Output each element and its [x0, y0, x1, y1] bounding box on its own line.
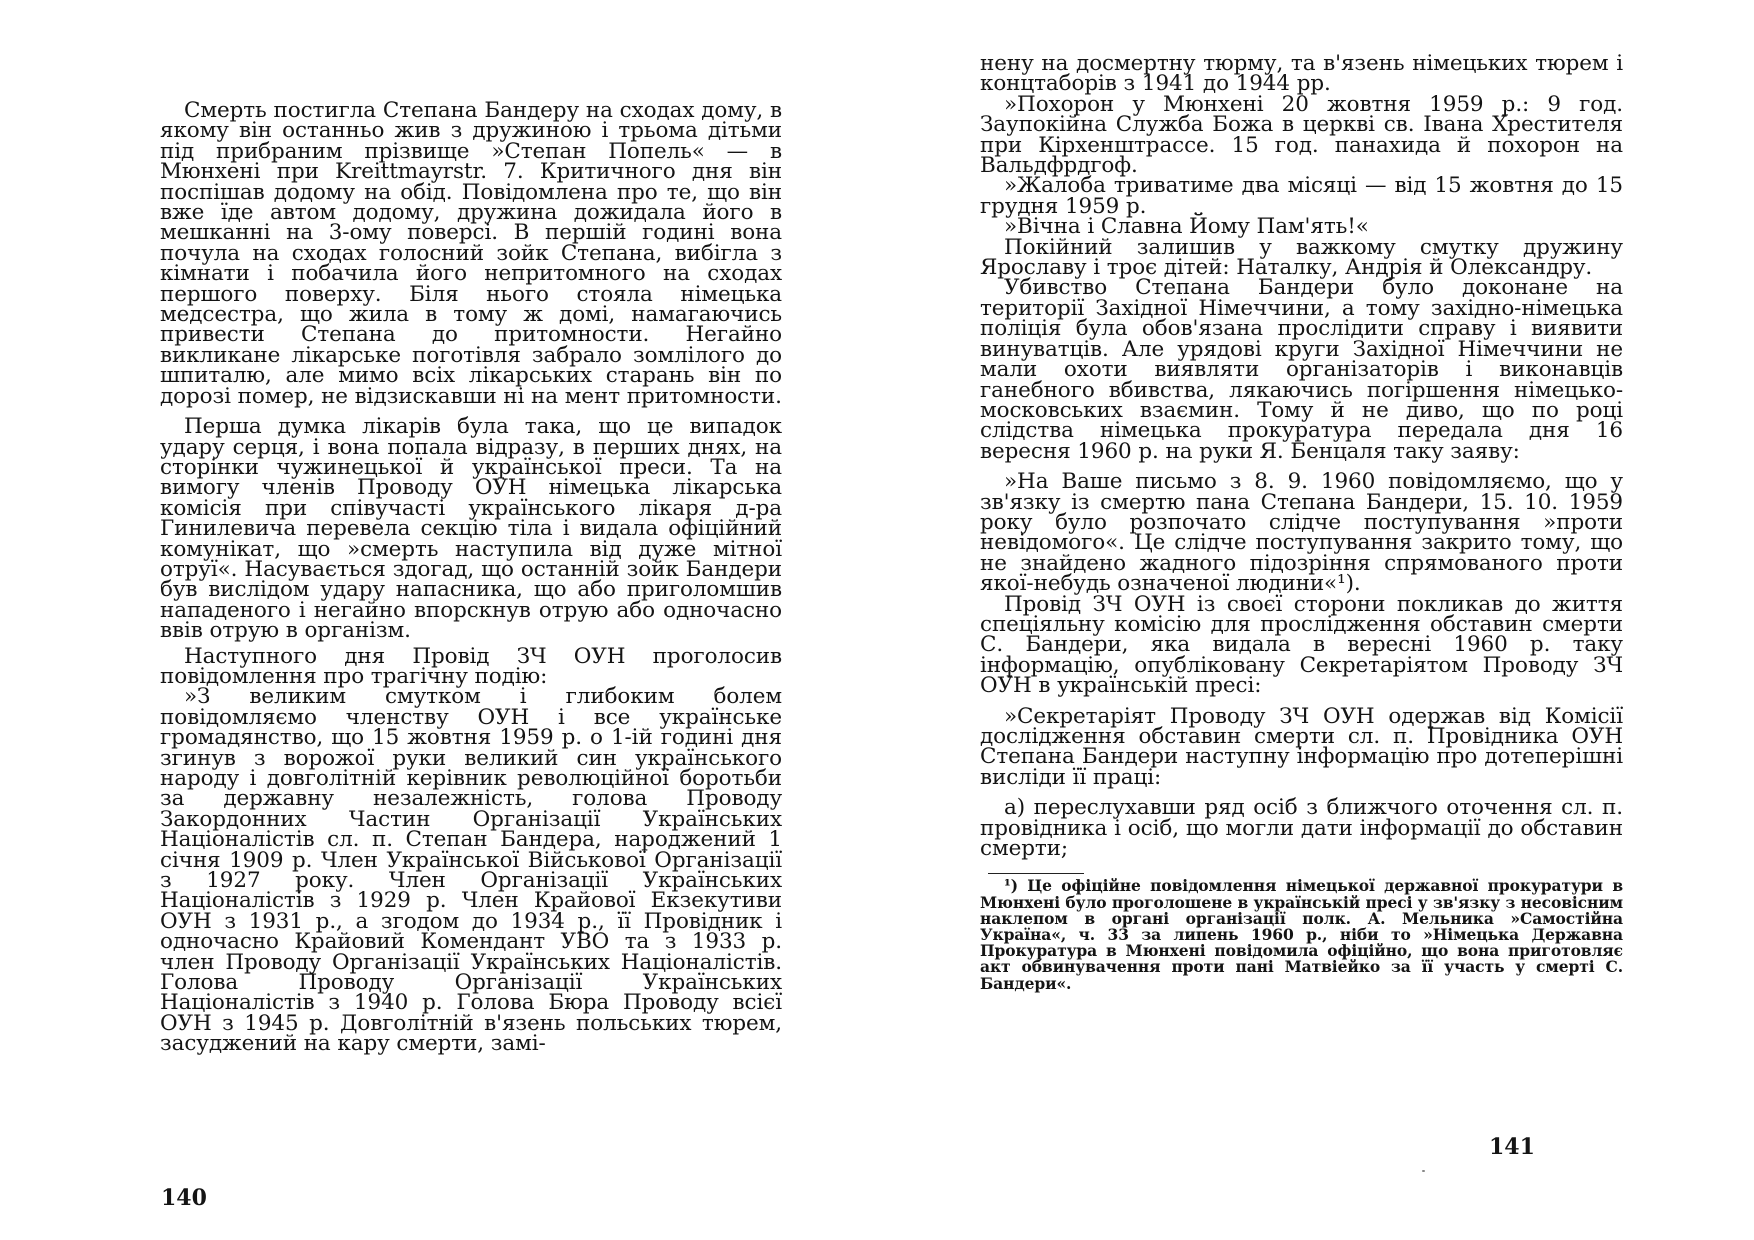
paragraph: »На Ваше письмо з 8. 9. 1960 повідомляємо, що у зв'язку із смертю пана Степана Бандери, 15. 10. 1959 року було розпочато слідче поступування »проти невідомого«. Це слідче поступування закрито тому, що не знайдено жадного підозріння спрямованого проти якої-небудь означеної людини«¹).: [980, 469, 1623, 597]
right-page-text: [980, 51, 1623, 993]
paragraph: »З великим смутком і глибоким болем повідомляємо членству ОУН і все українське громадянство, що 15 жовтня 1959 р. о 1-ій годині дня згинув з ворожої руки великий син українського народу і довголітній керівник революційної боротьби за державну незалежність, голова Проводу Закордонних Частин Організації Українських Націоналістів сл. п. Степан Бандера, народжений 1 січня 1909 р. Член Української Військової Організації з 1927 року. Член Організації Українських Націоналістів з 1929 р. Член Крайової Екзекутиви ОУН з 1931 р., а згодом до 1934 р., її Провідник і одночасно Крайовий Комендант УВО та з 1933 р. член Проводу Організації Українських Націоналістів. Голова Проводу Організації Українських Націоналістів з 1940 р. Голова Бюра Проводу всієї ОУН з 1945 р. Довголітній в'язень польських тюрем, засуджений на кару смерти, замі-: [160, 684, 782, 1057]
page-number: 140: [161, 1185, 207, 1211]
paragraph: Убивство Степана Бандери було доконане на території Західної Німеччини, а тому західно-німецька поліція була обов'язана прослідити справу і виявити винуватців. Але урядові круги Західної Німеччини не мали охоти виявляти організаторів і виконавців ганебного вбивства, лякаючись погіршення німецько-московських взаємин. Тому й не диво, що по році слідства німецька прокуратура передала дня 16 вересня 1960 р. на руки Я. Бенцаля таку заяву:: [980, 275, 1623, 464]
paragraph: »Секретаріят Проводу ЗЧ ОУН одержав від Комісії дослідження обставин смерти сл. п. Провідника ОУН Степана Бандери наступну інформацію про дотеперішні висліди її праці:: [980, 703, 1623, 790]
paragraph: а) переслухавши ряд осіб з ближчого оточення сл. п. провідника і осіб, що могли дати інформації до обставин смерти;: [980, 795, 1623, 862]
scan-speck: [1422, 1170, 1425, 1172]
paragraph: »Жалоба триватиме два місяці — від 15 жовтня до 15 грудня 1959 р.: [980, 173, 1623, 219]
paragraph: Провід ЗЧ ОУН із своєї сторони покликав до життя спеціяльну комісію для прослідження обставин смерти С. Бандери, яка видала в вересні 1960 р. таку інформацію, опубліковану Секретаріятом Проводу ЗЧ ОУН в українській пресі:: [980, 591, 1623, 699]
paragraph: Наступного дня Провід ЗЧ ОУН проголосив повідомлення про трагічну подію:: [160, 643, 782, 689]
footnote: ¹) Це офіційне повідомлення німецької державної прокуратури в Мюнхені було проголошене в українській пресі у зв'язку з несовісним наклепом в органі організації полк. А. Мельника »Самостійна Україна«, ч. 33 за липень 1960 р., ніби то »Німецька Державна Прокуратура в Мюнхені повідомила офіційно, що вона приготовляє акт обвинувачення проти пані Матвіейко за її участь у смерті С. Бандери«.: [980, 876, 1623, 993]
left-page-text: [160, 98, 782, 1057]
paragraph: »Похорон у Мюнхені 20 жовтня 1959 р.: 9 год. Заупокійна Служба Божа в церкві св. Івана Хрестителя при Кірхенштрассе. 15 год. панахида й похорон на Вальдфрдгоф.: [980, 91, 1623, 179]
paragraph: »Вічна і Славна Йому Пам'ять!«: [1004, 214, 1369, 240]
right-page: [877, 0, 1754, 1240]
page-number: 141: [1489, 1134, 1535, 1160]
footnote-divider: [988, 873, 1084, 874]
paragraph: Перша думка лікарів була така, що це випадок удару серця, і вона попала відразу, в перших днях, на сторінки чужинецької й української преси. Та на вимогу членів Проводу ОУН німецька лікарська комісія при співучасті українського лікаря д-ра Гинилевича перевела секцію тіла і видала офіційний комунікат, що »смерть наступила від дуже мітної отруї«. Насувається здогад, що останній зойк Бандери був вислідом удару напасника, що або приголомшив нападеного і негайно впорскнув отрую або одночасно ввів отрую в організм.: [160, 414, 782, 644]
paragraph: Смерть постигла Степана Бандеру на сходах дому, в якому він останньо жив з дружиною і трьома дітьми під прибраним прізвище »Степан Попель« — в Мюнхені при Kreittmayrstr. 7. Критичного дня він поспішав додому на обід. Повідомлена про те, що він вже їде автом додому, дружина дожидала його в мешканні на 3-ому поверсі. В першій годині вона почула на сходах голосний зойк Степана, вибігла з кімнати і побачила його непритомного на сходах першого поверху. Біля нього стояла німецька медсестра, що жила в тому ж домі, намагаючись привести Степана до притомности. Негайно викликане лікарське поготівля забрало зомлілого до шпиталю, але мимо всіх лікарських старань він по дорозі помер, не відзискавши ні на мент притомности.: [160, 98, 782, 409]
paragraph: Покійний залишив у важкому смутку дружину Ярославу і троє дітей: Наталку, Андрія й Олександру.: [980, 234, 1623, 281]
paragraph: нену на досмертну тюрму, та в'язень німецьких тюрем і концтаборів з 1941 до 1944 рр.: [980, 51, 1623, 97]
